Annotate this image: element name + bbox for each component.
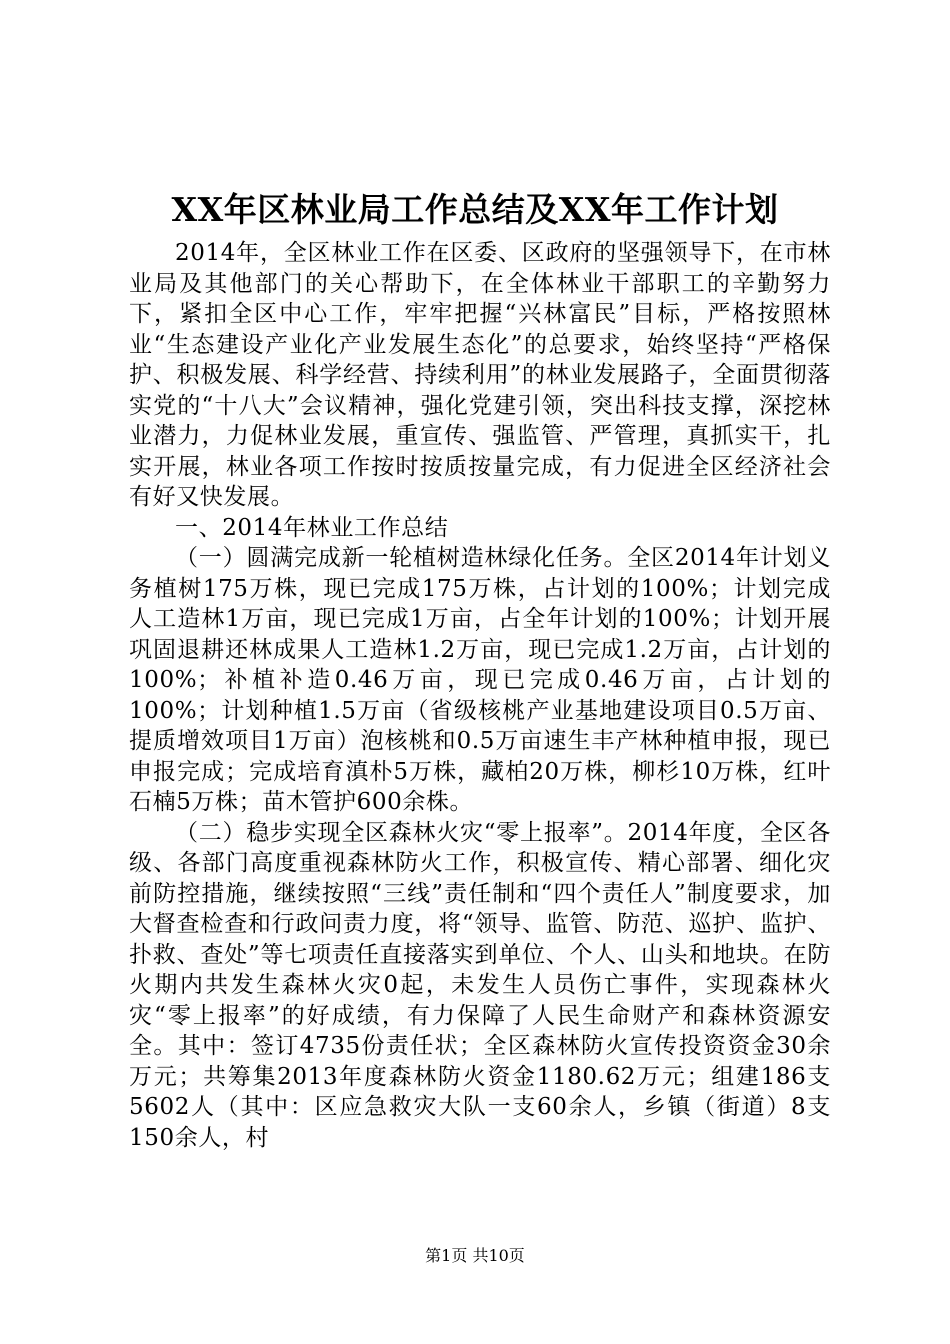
section-heading: 一、2014年林业工作总结 — [175, 514, 449, 541]
intro-paragraph: 2014年，全区林业工作在区委、区政府的坚强领导下，在市林业局及其他部门的关心帮助下，在全体林业干部职工的辛勤努力下，紧扣全区中心工作，牢牢把握“兴林富民”目标，严格按照林业“生态建设产业化产业发展生态化”的总要求，始终坚持“严格保护、积极发展、科学经营、持续利用”的林业发展路子，全面贯彻落实党的“十八大”会议精神，强化党建引领，突出科技支撑，深挖林业潜力，力促林业发展，重宣传、强监管、严管理，真抓实干，扎实开展，林业各项工作按时按质按量完成，有力促进全区经济社会有好又快发展。 — [129, 240, 831, 510]
subsection-2-paragraph: （二）稳步实现全区森林火灾“零上报率”。2014年度，全区各级、各部门高度重视森林防火工作，积极宣传、精心部署、细化灾前防控措施，继续按照“三线”责任制和“四个责任人”制度要求，加大督查检查和行政问责力度，将“领导、监管、防范、巡护、监护、扑救、查处”等七项责任直接落实到单位、个人、山头和地块。在防火期内共发生森林火灾0起，未发生人员伤亡事件，实现森林火灾“零上报率”的好成绩，有力保障了人民生命财产和森林资源安全。其中：签订4735份责任状；全区森林防火宣传投资资金30余万元；共筹集2013年度森林防火资金1180.62万元；组建186支5602人（其中：区应急救灾大队一支60余人，乡镇（街道）8支150余人，村 — [129, 819, 831, 1151]
document-title: XX年区林业局工作总结及XX年工作计划 — [171, 190, 779, 229]
document-body — [129, 238, 831, 1153]
page-footer: 第1页 共10页 — [425, 1246, 525, 1265]
subsection-1-paragraph: （一）圆满完成新一轮植树造林绿化任务。全区2014年计划义务植树175万株，现已完成175万株，占计划的100%；计划完成人工造林1万亩，现已完成1万亩，占全年计划的100%；计划开展巩固退耕还林成果人工造林1.2万亩，现已完成1.2万亩，占计划的100%；补植补造0.46万亩，现已完成0.46万亩，占计划的100%；计划种植1.5万亩（省级核桃产业基地建设项目0.5万亩、提质增效项目1万亩）泡核桃和0.5万亩速生丰产林种植申报，现已申报完成；完成培育滇朴5万株，藏柏20万株，柳杉10万株，红叶石楠5万株；苗木管护600余株。 — [129, 545, 831, 815]
